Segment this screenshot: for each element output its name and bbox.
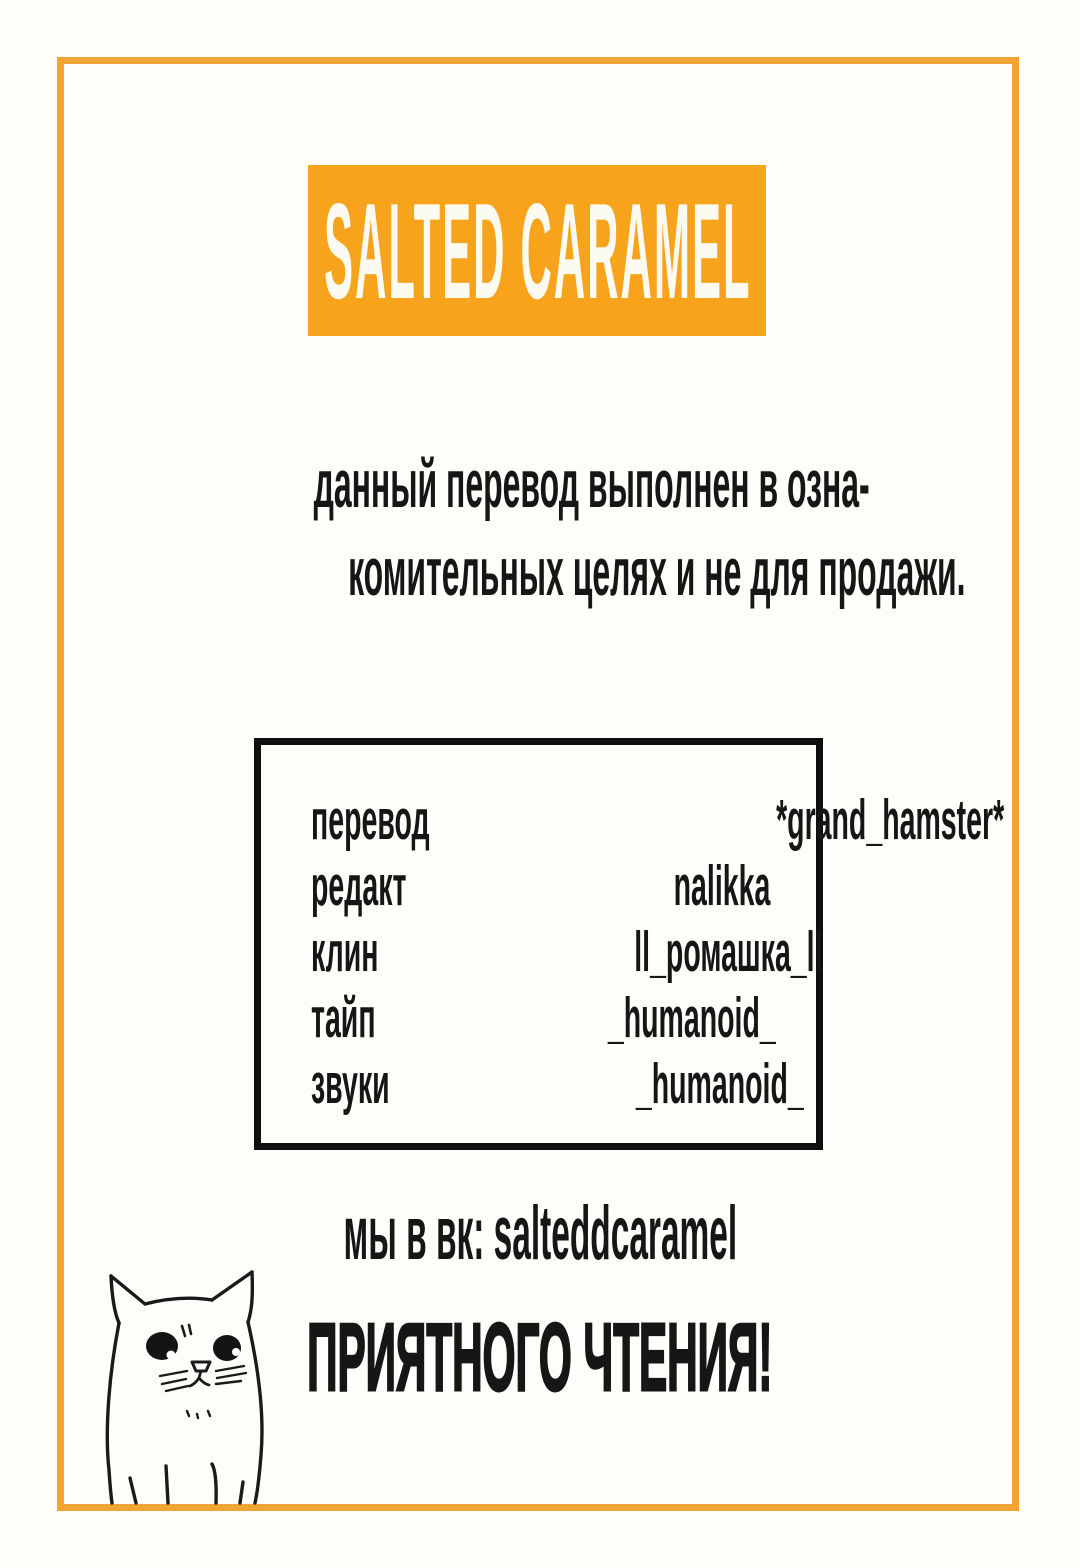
- group-title: SALTED CARAMEL: [324, 174, 752, 327]
- credit-value: ll_ромашка_ll: [634, 920, 823, 984]
- credit-row-editing: [311, 853, 770, 919]
- enjoy-reading-line: ПРИЯТНОГО ЧТЕНИЯ!: [307, 1304, 773, 1411]
- credit-row-cleaning: [311, 919, 823, 985]
- credit-label: тайп: [311, 986, 376, 1050]
- vk-contact-line: мы в вк: salteddcaramel: [343, 1191, 737, 1276]
- cat-drawing-icon: [100, 1270, 277, 1506]
- credit-label: перевод: [311, 788, 430, 852]
- disclaimer-text: [0, 440, 1080, 616]
- credit-label: клин: [311, 920, 379, 984]
- credit-label: звуки: [311, 1052, 390, 1116]
- credit-label: редакт: [311, 854, 407, 918]
- credit-value: _humanoid_: [636, 1052, 804, 1116]
- credit-value: *grand_hamster*: [776, 788, 1005, 852]
- credit-row-typesetting: [311, 985, 776, 1051]
- disclaimer-line-2: комительных целях и не для продажи.: [348, 534, 966, 610]
- credit-row-translation: [311, 787, 1005, 853]
- credits-box: [254, 738, 1005, 1150]
- disclaimer-line-1: данный перевод выполнен в озна-: [313, 446, 870, 522]
- credit-value: nalikka: [673, 854, 770, 918]
- group-banner: [308, 165, 766, 336]
- credit-row-sfx: [311, 1051, 804, 1117]
- credit-value: _humanoid_: [607, 986, 776, 1050]
- credits-rows: [311, 787, 1005, 1117]
